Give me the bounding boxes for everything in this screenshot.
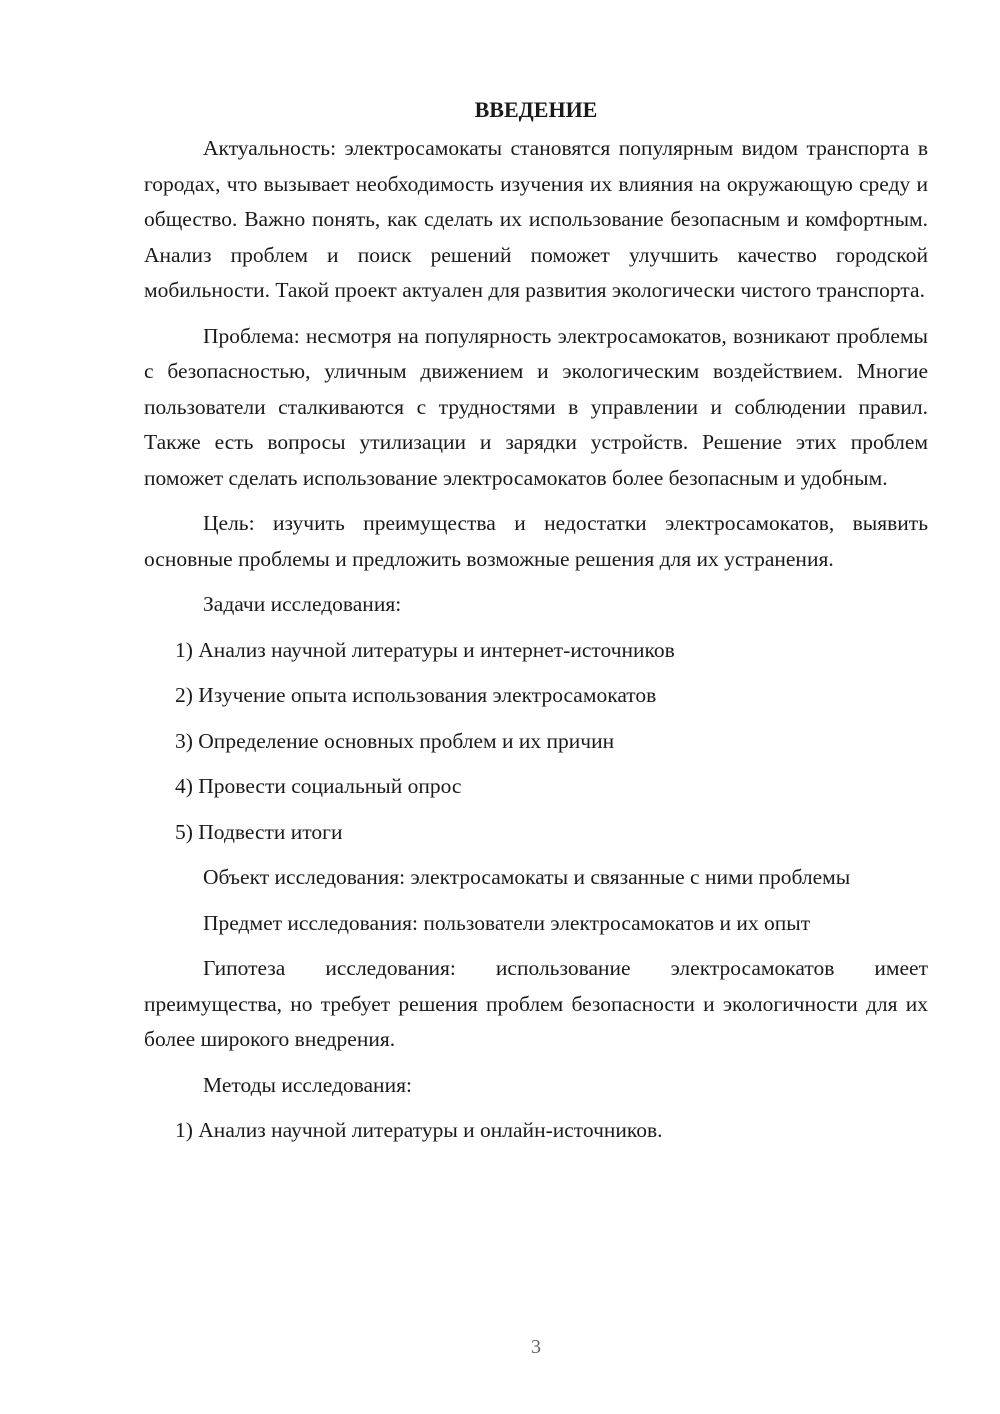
page-number: 3	[531, 1336, 541, 1358]
goal-paragraph: Цель: изучить преимущества и недостатки электросамокатов, выявить основные проблемы и предложить возможные решения для их устранения.	[144, 511, 928, 571]
hypothesis-paragraph: Гипотеза исследования: использование электросамокатов имеет преимущества, но требует решения проблем безопасности и экологичности для их более широкого внедрения.	[144, 956, 928, 1051]
task-item-5: 5) Подвести итоги	[175, 819, 343, 844]
section-heading: ВВЕДЕНИЕ	[474, 97, 598, 122]
task-item-4: 4) Провести социальный опрос	[175, 774, 462, 798]
relevance-paragraph: Актуальность: электросамокаты становятся популярным видом транспорта в городах, что вызывает необходимость изучения их влияния на окружающую среду и общество. Важно понять, как сделать их использование безопасным и комфортным. Анализ проблем и поиск решений поможет улучшить качество городской мобильности. Такой проект актуален для развития экологически чистого транспорта.	[144, 136, 928, 302]
document-page	[144, 95, 928, 1149]
methods-title: Методы исследования:	[203, 1072, 412, 1097]
method-item-1: 1) Анализ научной литературы и онлайн-источников.	[175, 1118, 663, 1142]
task-item-2: 2) Изучение опыта использования электросамокатов	[175, 683, 657, 707]
task-item-3: 3) Определение основных проблем и их причин	[175, 728, 615, 753]
task-item-1: 1) Анализ научной литературы и интернет-источников	[175, 637, 675, 662]
object-paragraph: Объект исследования: электросамокаты и связанные с ними проблемы	[203, 865, 851, 889]
subject-paragraph: Предмет исследования: пользователи электросамокатов и их опыт	[203, 910, 811, 935]
problem-paragraph: Проблема: несмотря на популярность электросамокатов, возникают проблемы с безопасностью, уличным движением и экологическим воздействием. Многие пользователи сталкиваются с трудностями в управлении и соблюдении правил. Также есть вопросы утилизации и зарядки устройств. Решение этих проблем поможет сделать использование электросамокатов более безопасным и удобным.	[144, 323, 928, 490]
tasks-title: Задачи исследования:	[203, 592, 402, 616]
